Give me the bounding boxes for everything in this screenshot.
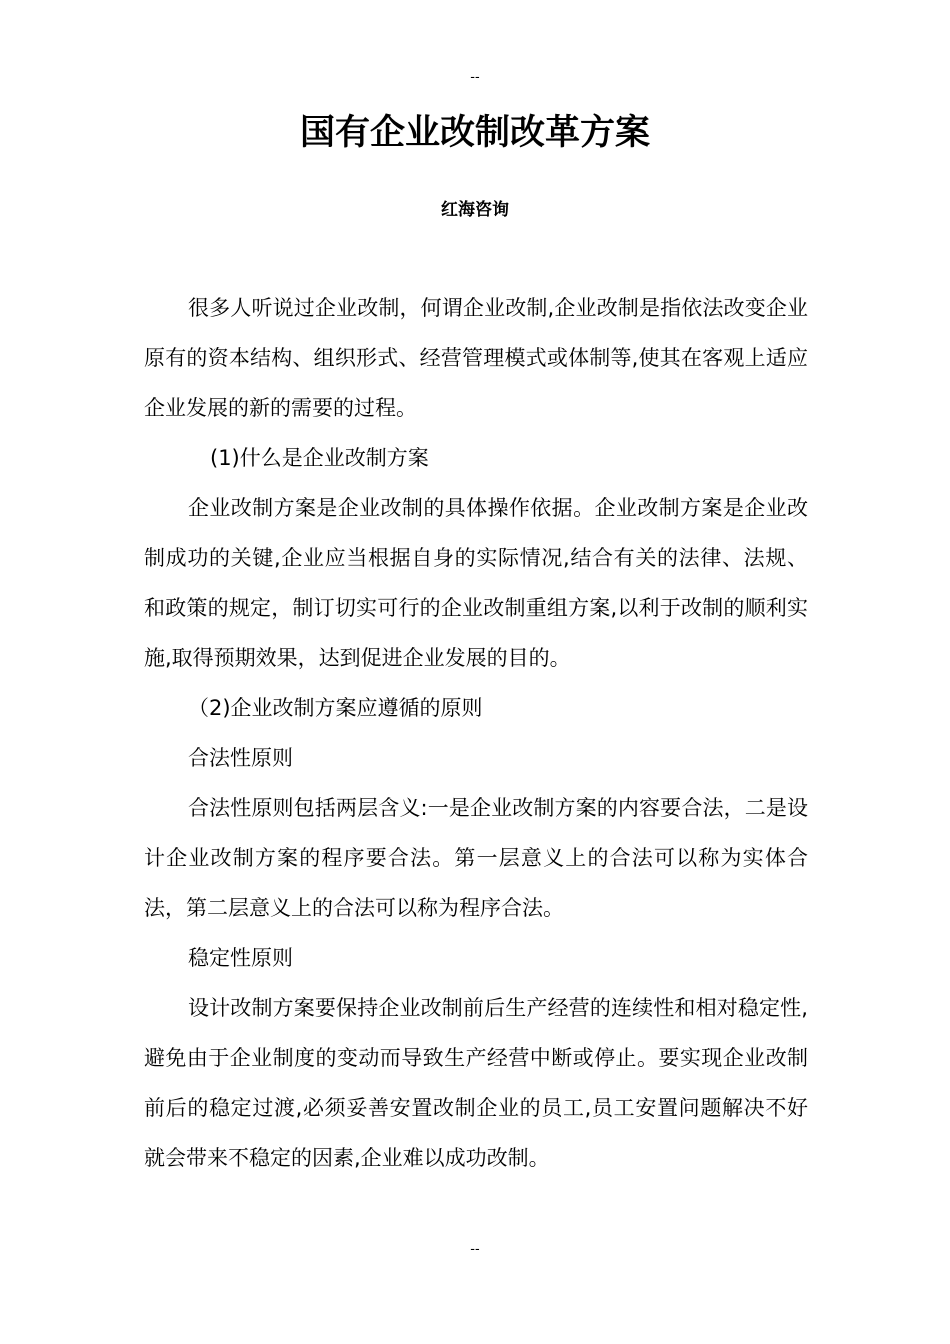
subheading-legality: 合法性原则 — [188, 746, 293, 770]
document-body — [144, 283, 808, 1183]
document-title: 国有企业改制改革方案 — [299, 113, 650, 153]
document-author: 红海咨询 — [441, 200, 509, 220]
page-footer-mark: -- — [470, 1242, 480, 1257]
page-header-mark: -- — [470, 70, 480, 85]
stability-paragraph: 设计改制方案要保持企业改制前后生产经营的连续性和相对稳定性,避免由于企业制度的变动而导致生产经营中断或停止。要实现企业改制前后的稳定过渡,必须妥善安置改制企业的员工,员工安置问题解决不好就会带来不稳定的因素,企业难以成功改制。 — [144, 996, 808, 1170]
intro-paragraph: 很多人听说过企业改制，何谓企业改制,企业改制是指依法改变企业原有的资本结构、组织形式、经营管理模式或体制等,使其在客观上适应企业发展的新的需要的过程。 — [144, 296, 808, 420]
subheading-stability: 稳定性原则 — [188, 946, 293, 970]
section-heading-1: (1)什么是企业改制方案 — [210, 446, 429, 470]
legality-paragraph: 合法性原则包括两层含义:一是企业改制方案的内容要合法，二是设计企业改制方案的程序要合法。第一层意义上的合法可以称为实体合法，第二层意义上的合法可以称为程序合法。 — [144, 796, 808, 920]
section-heading-2: （2)企业改制方案应遵循的原则 — [188, 696, 483, 720]
section-1-paragraph: 企业改制方案是企业改制的具体操作依据。企业改制方案是企业改制成功的关键,企业应当根据自身的实际情况,结合有关的法律、法规、和政策的规定，制订切实可行的企业改制重组方案,以利于改制的顺利实施,取得预期效果，达到促进企业发展的目的。 — [144, 496, 808, 670]
